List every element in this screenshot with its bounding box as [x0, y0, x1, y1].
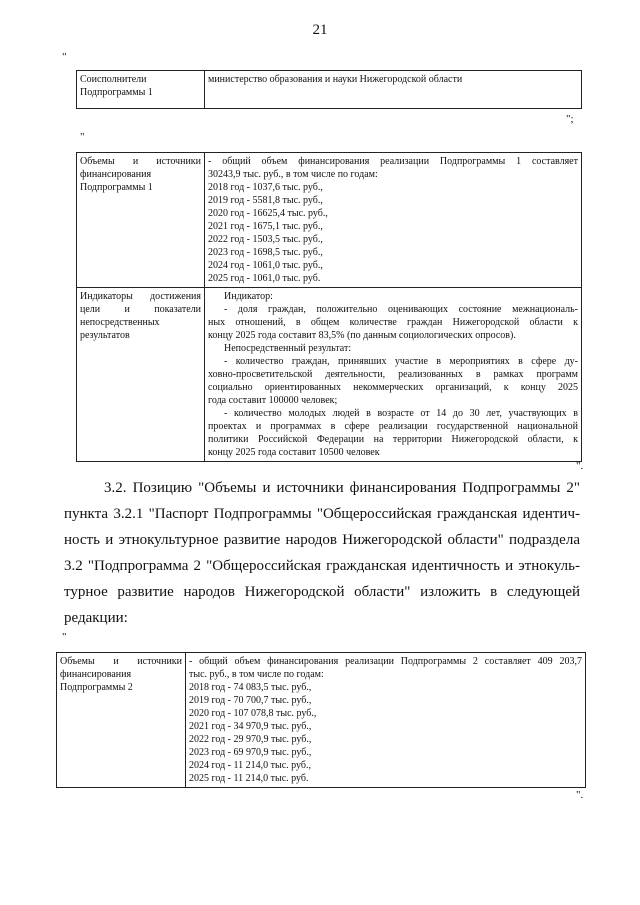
financing-1-value: [205, 153, 582, 288]
instruction-paragraph: [64, 475, 580, 631]
indicators-line: - доля граждан, положительно оценивающих состояние межнациональ-: [224, 304, 578, 315]
indicators-line: Непосредственный результат:: [224, 343, 352, 354]
paragraph-line: турное развитие народов Нижегородской области" изложить в следующей: [64, 584, 580, 600]
indicators-line: ховно-просветительской деятельности, реализованных в рамках программ: [208, 369, 578, 380]
paragraph-line: пункта 3.2.1 "Паспорт Подпрограммы "Общероссийская гражданская идентич-: [64, 506, 580, 522]
indicators-line: политики Российской Федерации на территории Нижегородской области, к: [208, 434, 578, 445]
indicators-value: [205, 288, 582, 462]
financing-1-line: 2024 год - 1061,0 тыс. руб.,: [208, 260, 323, 271]
financing-1-line: 2018 год - 1037,6 тыс. руб.,: [208, 182, 323, 193]
financing-1-line: 2019 год - 5581,8 тыс. руб.,: [208, 195, 323, 206]
page-number: 21: [312, 22, 328, 38]
indicators-label: Индикаторы достижения цели и показатели непосредственных результатов: [77, 288, 205, 462]
indicators-line: концу 2025 года составит 10500 человек: [208, 447, 380, 458]
financing-2-line: 2018 год - 74 083,5 тыс. руб.,: [189, 682, 312, 693]
financing-1-line: 2022 год - 1503,5 тыс. руб.,: [208, 234, 323, 245]
financing-2-line: 2020 год - 107 078,8 тыс. руб.,: [189, 708, 317, 719]
table-row-financing-1: [77, 153, 582, 288]
indicators-line: концу 2025 года составит 83,5% (по данным социологических опросов).: [208, 330, 516, 341]
paragraph-line: редакции:: [64, 610, 128, 626]
financing-2-line: 2021 год - 34 970,9 тыс. руб.,: [189, 721, 312, 732]
table-subprogram-2: [56, 652, 586, 788]
financing-1-line: 30243,9 тыс. руб., в том числе по годам:: [208, 169, 378, 180]
financing-2-line: 2019 год - 70 700,7 тыс. руб.,: [189, 695, 312, 706]
financing-2-line: 2025 год - 11 214,0 тыс. руб.: [189, 773, 309, 784]
financing-2-line: - общий объем финансирования реализации Подпрограммы 2 составляет 409 203,7: [189, 656, 582, 667]
table-coexecutors: [76, 70, 582, 109]
close-quote-3: ".: [576, 789, 584, 801]
table-row-financing-2: [57, 653, 586, 788]
open-quote-2: ": [80, 131, 85, 143]
financing-2-label: Объемы и источники финансирования Подпрограммы 2: [57, 653, 186, 788]
close-quote-2: ".: [576, 460, 584, 472]
financing-1-line: 2020 год - 16625,4 тыс. руб.,: [208, 208, 328, 219]
financing-1-label: Объемы и источники финансирования Подпрограммы 1: [77, 153, 205, 288]
indicators-line: года составит 100000 человек;: [208, 395, 338, 406]
financing-2-line: 2023 год - 69 970,9 тыс. руб.,: [189, 747, 312, 758]
close-quote-1: ";: [566, 113, 574, 125]
indicators-line: ных отношений, в общем количестве граждан Нижегородской области к: [208, 317, 578, 328]
table-subprogram-1: [76, 152, 582, 462]
indicators-line: - количество граждан, принявших участие в мероприятиях в сфере ду-: [224, 356, 578, 367]
table-row-indicators: [77, 288, 582, 462]
open-quote-1: ": [62, 51, 67, 63]
financing-2-line: тыс. руб., в том числе по годам:: [189, 669, 324, 680]
paragraph-line: ность и этнокультурное развитие народов Нижегородской области" подраздела: [64, 532, 580, 548]
financing-1-line: 2021 год - 1675,1 тыс. руб.,: [208, 221, 323, 232]
financing-2-line: 2022 год - 29 970,9 тыс. руб.,: [189, 734, 312, 745]
paragraph-line: 3.2 "Подпрограмма 2 "Общероссийская гражданская идентичность и этнокуль-: [64, 558, 580, 574]
financing-1-line: - общий объем финансирования реализации Подпрограммы 1 составляет: [208, 156, 578, 167]
open-quote-3: ": [62, 631, 67, 643]
indicators-line: проектах и программах в сфере реализации государственной национальной: [208, 421, 578, 432]
paragraph-line: 3.2. Позицию "Объемы и источники финансирования Подпрограммы 2": [104, 480, 580, 496]
financing-1-line: 2023 год - 1698,5 тыс. руб.,: [208, 247, 323, 258]
indicators-line: Индикатор:: [224, 291, 273, 302]
financing-2-line: 2024 год - 11 214,0 тыс. руб.,: [189, 760, 311, 771]
indicators-line: социально ориентированных некоммерческих организаций, к концу 2025: [208, 382, 578, 393]
financing-2-value: [186, 653, 586, 788]
financing-1-line: 2025 год - 1061,0 тыс. руб.: [208, 273, 321, 284]
coexecutors-label: Соисполнители Подпрограммы 1: [77, 71, 205, 109]
indicators-line: - количество молодых людей в возрасте от 14 до 30 лет, участвующих в: [224, 408, 578, 419]
coexecutors-value: министерство образования и науки Нижегородской области: [205, 71, 582, 109]
